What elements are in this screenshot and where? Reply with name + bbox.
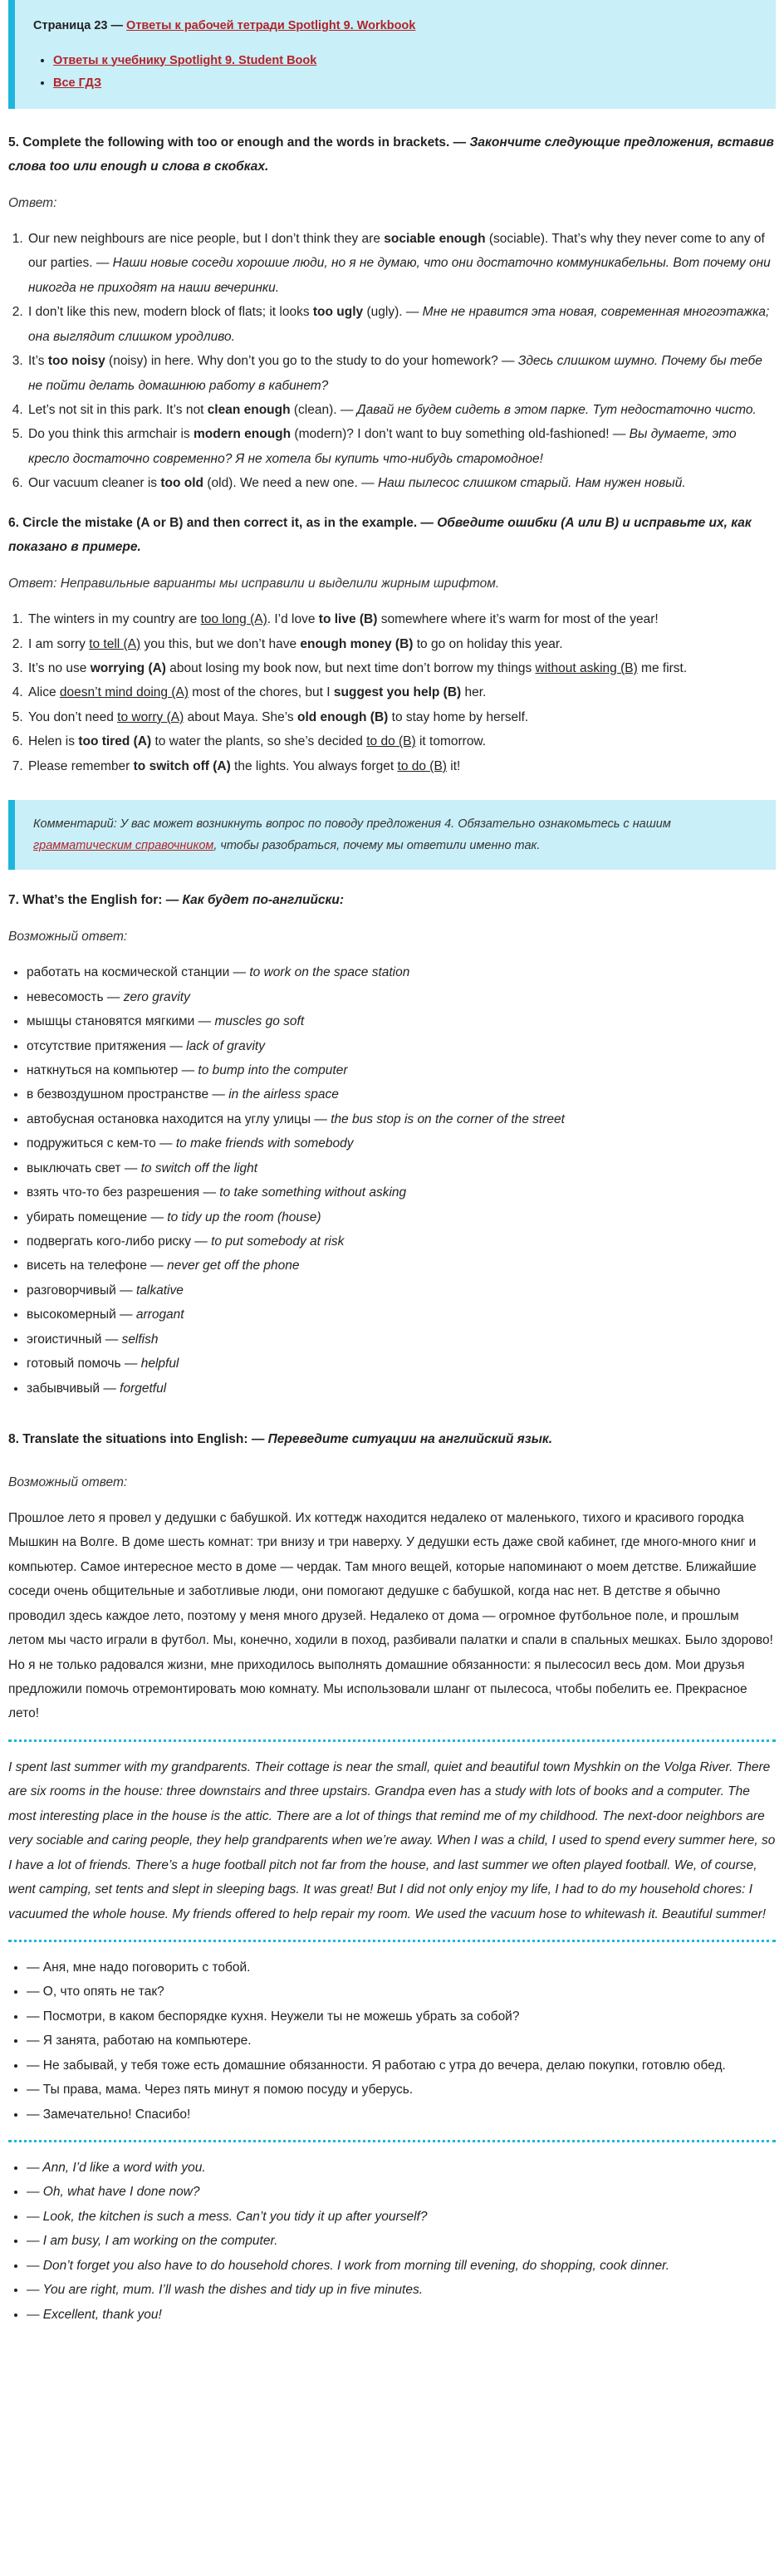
list-item — [27, 705, 776, 729]
item-text: (noisy) in here. Why don’t you go to the study to do your homework? — — [105, 354, 518, 369]
workbook-answers-link[interactable]: Ответы к рабочей тетради Spotlight 9. Workbook — [126, 19, 416, 32]
item-en: muscles go soft — [214, 1014, 305, 1029]
item-text: about Maya. She’s — [184, 709, 297, 724]
item-translation: Наши новые соседи хорошие люди, но я не думаю, что они достаточно коммуникабельны. Вот почему они никогда не приходят на наши вечеринки. — [28, 256, 771, 295]
item-en: to bump into the computer — [198, 1062, 348, 1077]
item-answer: clean enough — [207, 403, 291, 418]
item-text: somewhere where it’s warm for most of the year! — [377, 612, 659, 627]
item-correction: old enough (B) — [296, 709, 389, 724]
item-text: Do you think this armchair is — [28, 427, 194, 442]
list-item — [27, 1327, 776, 1352]
item-underlined: to worry (A) — [117, 709, 184, 724]
russian-text: Прошлое лето я провел у дедушки с бабушкой. Их коттедж находится недалеко от маленького, тихого и красивого городка Мышкин на Волге. В доме шесть комнат: три внизу и три наверху. У дедушки есть даже свой кабинет, где много-много книг и компьютер. Самое интересное место в доме — чердак. Там много вещей, которые напоминают о моем детстве. Ближайшие соседи очень общительные и заботливые люди, они помогают дедушке с бабушкой, когда нас нет. В детстве я обычно проводил здесь каждое лето, поэтому у меня много друзей. Недалеко от дома — огромное футбольное поле, и прошлым летом мы часто играли в футбол. Мы, конечно, ходили в поход, разбивали палатки и спали в спальных мешках. Было здорово! Но я не только радовался жизни, мне приходилось выполнять домашние обязанности: я пылесосил весь дом. Мои друзья предложили помочь отремонтировать мою комнату. Мы использовали шланг от пылесоса, чтобы побелить ее. Прекрасное лето! — [8, 1510, 773, 1721]
item-text: It’s no use — [28, 660, 91, 675]
item-en: selfish — [121, 1332, 159, 1347]
list-item — [27, 349, 776, 398]
list-item — [27, 1352, 776, 1376]
item-text: Alice — [28, 685, 60, 700]
list-item — [27, 227, 776, 300]
exercise-5 — [8, 130, 776, 496]
dotted-divider — [8, 1739, 776, 1742]
list-item — [27, 300, 776, 349]
heading-en: 6. Circle the mistake (A or B) and then correct it, as in the example. — — [8, 515, 438, 530]
item-answer: too ugly — [312, 305, 364, 320]
heading-ru: Как будет по-английски: — [182, 893, 345, 908]
answer-label: Ответ: — [8, 195, 57, 210]
related-links-list — [33, 50, 757, 96]
list-item — [27, 1303, 776, 1327]
item-en: to put somebody at risk — [211, 1234, 345, 1249]
item-underlined: doesn’t mind doing (A) — [59, 685, 189, 700]
item-ru: взять что-то без разрешения — — [27, 1185, 220, 1200]
list-item — [27, 960, 776, 984]
list-item — [27, 1229, 776, 1254]
dialog-line: • — О, что опять не так? — [27, 1980, 776, 2004]
exercise-7 — [8, 888, 776, 1401]
item-text: to stay home by herself. — [388, 709, 529, 724]
item-text: Our vacuum cleaner is — [28, 476, 161, 491]
exercise-7-answers — [8, 960, 776, 1401]
item-en: in the airless space — [228, 1087, 339, 1102]
exercise-6-answers — [8, 607, 776, 778]
heading-ru: Закончите следующие предложения, вставив слова too или enough и слова в скобках. — [8, 135, 774, 174]
list-item — [27, 1180, 776, 1205]
list-item — [27, 656, 776, 680]
dialog-line: • — Look, the kitchen is such a mess. Can’t you tidy it up after yourself? — [27, 2205, 776, 2229]
item-answer: modern enough — [194, 427, 292, 442]
dialog-line: • — Ты права, мама. Через пять минут я помою посуду и уберусь. — [27, 2078, 776, 2102]
item-underlined: without asking (B) — [535, 660, 638, 675]
item-ru: автобусная остановка находится на углу улицы — — [27, 1111, 331, 1126]
heading-ru: Переведите ситуации на английский язык. — [267, 1432, 553, 1447]
item-text: me first. — [637, 660, 688, 675]
list-item — [27, 729, 776, 753]
item-en: to make friends with somebody — [175, 1136, 354, 1151]
dotted-divider — [8, 1940, 776, 1942]
item-text: You don’t need — [28, 709, 118, 724]
heading-en: 8. Translate the situations into English: — — [8, 1432, 268, 1447]
heading-en: 5. Complete the following with too or enough and the words in brackets. — — [8, 135, 470, 150]
item-text: I am sorry — [28, 636, 90, 651]
exercise-5-heading — [8, 130, 776, 179]
item-ru: подвергать кого-либо риску — — [27, 1234, 212, 1249]
list-item — [27, 754, 776, 778]
item-ru: разговорчивый — — [27, 1283, 136, 1298]
list-item — [27, 1082, 776, 1106]
item-en: the bus stop is on the corner of the street — [331, 1111, 565, 1126]
item-underlined: to tell (A) — [89, 636, 141, 651]
list-item — [27, 1254, 776, 1278]
dialog-line: • — Excellent, thank you! — [27, 2303, 776, 2327]
item-text: (clean). — — [290, 403, 357, 418]
item-ru: в безвоздушном пространстве — — [27, 1087, 229, 1102]
item-text: it! — [446, 758, 461, 773]
item-ru: выключать свет — — [27, 1160, 141, 1175]
exercise-6-heading — [8, 511, 776, 560]
item-en: forgetful — [120, 1381, 167, 1396]
answer-label: Ответ: Неправильные варианты мы исправили и выделили жирным шрифтом. — [8, 576, 500, 591]
list-item — [27, 680, 776, 704]
item-en: arrogant — [135, 1308, 184, 1322]
item-ru: высокомерный — — [27, 1308, 136, 1322]
list-item — [27, 632, 776, 656]
exercise-6 — [8, 511, 776, 778]
item-text: Helen is — [28, 734, 79, 749]
item-text: The winters in my country are — [28, 612, 201, 627]
comment-text: , чтобы разобраться, почему мы ответили именно так. — [213, 839, 541, 853]
item-correction: suggest you help (B) — [333, 685, 462, 700]
item-underlined: too long (A) — [200, 612, 267, 627]
exercise-5-answers — [8, 227, 776, 496]
item-answer: too noisy — [47, 354, 105, 369]
list-item — [27, 1107, 776, 1131]
exercise-8-heading — [8, 1427, 776, 1451]
item-answer: too old — [160, 476, 204, 491]
dialog-line: • — Don’t forget you also have to do household chores. I work from morning till evening, do shopping, cook dinner. — [27, 2254, 776, 2278]
dialog-line: • — Ann, I’d like a word with you. — [27, 2156, 776, 2180]
list-item — [27, 985, 776, 1009]
item-en: zero gravity — [123, 989, 190, 1004]
item-ru: мышцы становятся мягкими — — [27, 1014, 215, 1029]
item-text: Please remember — [28, 758, 134, 773]
comment-text: Комментарий: У вас может возникнуть вопрос по поводу предложения 4. Обязательно ознакомьтесь с нашим — [33, 817, 671, 832]
list-item — [27, 1131, 776, 1156]
item-text: Our new neighbours are nice people, but I don’t think they are — [28, 231, 385, 246]
item-ru: висеть на телефоне — — [27, 1259, 168, 1273]
item-text: (sociable). That’s why they never come to any of our parties. — — [28, 231, 765, 271]
item-correction: to switch off (A) — [133, 758, 231, 773]
list-item — [27, 1205, 776, 1229]
item-translation: Здесь слишком шумно. Почему бы тебе не пойти делать домашнюю работу в кабинет? — [28, 354, 762, 393]
item-en: to switch off the light — [140, 1160, 258, 1175]
item-text: (modern)? I don’t want to buy something old-fashioned! — — [291, 427, 630, 442]
list-item — [53, 72, 757, 96]
list-item — [27, 422, 776, 471]
grammar-reference-link[interactable]: грамматическим справочником — [33, 839, 214, 853]
english-translation: I spent last summer with my grandparents. Their cottage is near the small, quiet and beautiful town Myshkin on the Volga River. There are six rooms in the house: three downstairs and three upstairs. Grandpa even has a study with lots of books and a computer. The most interesting place in the house is the attic. There are a lot of things that remind me of my childhood. The next-door neighbors are very sociable and caring people, they help grandparents when we’re away. When I was a child, I used to spend every summer here, so I have a lot of friends. There’s a huge football pitch not far from the house, and last summer we often played football. We, of course, went camping, set tents and slept in sleeping bags. It was great! But I did not only enjoy my life, I had to do my household chores: I vacuumed the whole house. My friends offered to help repair my room. We used the vacuum hose to whitewash it. Beautiful summer! — [8, 1759, 776, 1921]
item-text: It’s — [28, 354, 48, 369]
dialog-line: • — Я занята, работаю на компьютере. — [27, 2029, 776, 2053]
exercise-7-heading — [8, 888, 776, 912]
dialog-english — [8, 2156, 776, 2327]
list-item — [27, 398, 776, 422]
list-item — [27, 1376, 776, 1401]
item-en: lack of gravity — [186, 1038, 265, 1053]
item-ru: забывчивый — — [27, 1381, 120, 1396]
student-book-answers-link[interactable]: Ответы к учебнику Spotlight 9. Student Book — [53, 53, 317, 67]
list-item — [27, 1034, 776, 1058]
item-text: you this, but we don’t have — [140, 636, 301, 651]
item-text: it tomorrow. — [415, 734, 487, 749]
item-ru: убирать помещение — — [27, 1209, 168, 1224]
item-translation: Вы думаете, это кресло достаточно современно? Я не хотела бы купить что-нибудь старомодное! — [28, 427, 737, 466]
item-correction: to live (B) — [318, 612, 378, 627]
related-links-box — [8, 0, 776, 109]
item-ru: работать на космической станции — — [27, 965, 250, 980]
heading-ru: Обведите ошибки (А или В) и исправьте их, как показано в примере. — [8, 515, 752, 555]
list-item — [27, 1278, 776, 1303]
dialog-line: • — Замечательно! Спасибо! — [27, 2103, 776, 2127]
list-item — [27, 1009, 776, 1033]
dialog-line: • — I am busy, I am working on the computer. — [27, 2229, 776, 2253]
item-ru: готовый помочь — — [27, 1357, 141, 1371]
list-item — [27, 471, 776, 495]
item-correction: enough money (B) — [300, 636, 414, 651]
item-underlined: to do (B) — [397, 758, 447, 773]
item-text: about losing my book now, but next time don’t borrow my things — [165, 660, 536, 675]
item-answer: sociable enough — [384, 231, 486, 246]
item-text: I don’t like this new, modern block of flats; it looks — [28, 305, 313, 320]
dialog-russian — [8, 1955, 776, 2127]
item-text: to water the plants, so she’s decided — [151, 734, 367, 749]
item-en: never get off the phone — [167, 1259, 300, 1273]
item-ru: отсутствие притяжения — — [27, 1038, 187, 1053]
dotted-divider — [8, 2140, 776, 2142]
answer-label: Возможный ответ: — [8, 1474, 128, 1489]
item-en: talkative — [135, 1283, 184, 1298]
item-ru: подружиться с кем-то — — [27, 1136, 176, 1151]
list-item — [27, 1156, 776, 1180]
item-text: (ugly). — — [363, 305, 423, 320]
item-en: helpful — [140, 1357, 179, 1371]
item-translation: Наш пылесос слишком старый. Нам нужен новый. — [377, 476, 686, 491]
answer-label: Возможный ответ: — [8, 929, 128, 944]
item-correction: too tired (A) — [78, 734, 152, 749]
item-translation: Давай не будем сидеть в этом парке. Тут недостаточно чисто. — [356, 403, 757, 418]
item-en: to work on the space station — [249, 965, 410, 980]
list-item — [27, 607, 776, 631]
item-text: the lights. You always forget — [230, 758, 398, 773]
heading-en: 7. What’s the English for: — — [8, 893, 183, 908]
comment-box — [8, 800, 776, 870]
dialog-line: • — Не забывай, у тебя тоже есть домашние обязанности. Я работаю с утра до вечера, делаю покупки, готовлю обед. — [27, 2053, 776, 2078]
spacer — [8, 1416, 776, 1427]
item-text: . I’d love — [267, 612, 319, 627]
item-ru: наткнуться на компьютер — — [27, 1062, 198, 1077]
item-text: (old). We need a new one. — — [203, 476, 378, 491]
item-ru: невесомость — — [27, 989, 124, 1004]
dialog-line: • — You are right, mum. I’ll wash the dishes and tidy up in five minutes. — [27, 2278, 776, 2302]
item-en: to take something without asking — [219, 1185, 407, 1200]
item-text: most of the chores, but I — [189, 685, 334, 700]
all-gdz-link[interactable]: Все ГДЗ — [53, 76, 102, 91]
item-text: to go on holiday this year. — [413, 636, 563, 651]
page-title-prefix: Страница 23 — — [33, 19, 127, 32]
item-ru: эгоистичный — — [27, 1332, 122, 1347]
item-en: to tidy up the room (house) — [167, 1209, 321, 1224]
item-underlined: to do (B) — [366, 734, 416, 749]
item-correction: worrying (A) — [90, 660, 166, 675]
dialog-line: • — Аня, мне надо поговорить с тобой. — [27, 1955, 776, 1980]
dialog-line: • — Посмотри, в каком беспорядке кухня. Неужели ты не можешь убрать за собой? — [27, 2004, 776, 2029]
item-translation: Мне не нравится эта новая, современная многоэтажка; она выглядит слишком уродливо. — [28, 305, 770, 344]
page-title — [33, 15, 757, 38]
item-text: Let’s not sit in this park. It’s not — [28, 403, 208, 418]
list-item — [27, 1058, 776, 1082]
item-text: her. — [461, 685, 487, 700]
dialog-line: • — Oh, what have I done now? — [27, 2180, 776, 2204]
list-item — [53, 50, 757, 73]
exercise-8 — [8, 1427, 776, 2327]
